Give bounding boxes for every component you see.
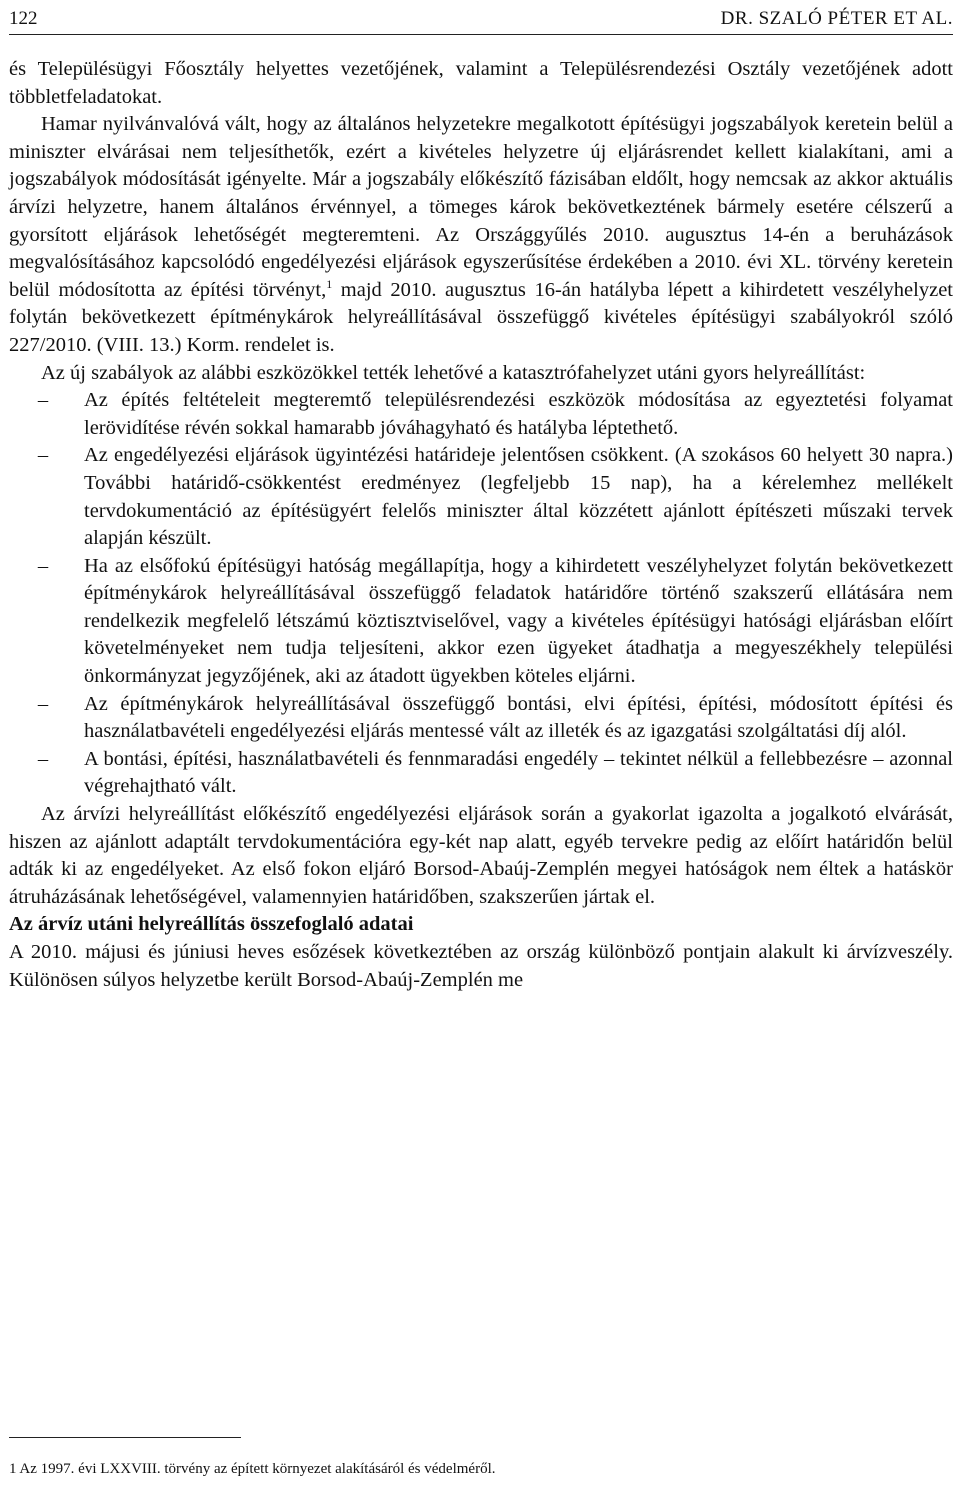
section-heading: Az árvíz utáni helyreállítás összefoglaló adatai <box>9 913 414 936</box>
running-head-authors: DR. SZALÓ PÉTER ET AL. <box>720 8 953 29</box>
dash-bullet: – <box>37 747 49 770</box>
document-page <box>9 0 953 1485</box>
paragraph-practice: Az árvízi helyreállítást előkészítő engedélyezési eljárások során a gyakorlat igazolta a jogalkotó elvárását, hiszen az ajánlott adaptált tervdokumentációra egy-két nap alatt, egyéb tervekre pedig az előírt határidőn belül adták ki az engedélyeket. Az első fokon eljáró Borsod-Abaúj-Zemplén megyei hatóságok nem éltek a hatáskör átruházásának lehetőségével, valamennyien határidőben, szakszerűen jártak el. <box>9 803 953 908</box>
list-item <box>9 553 953 691</box>
paragraph-text: Hamar nyilvánvalóvá vált, hogy az általános helyzetekre megalkotott építésügyi jogszabályok keretein belül a miniszter elvárásai nem teljesíthetők, ezért a kivételes helyzetre új eljárásrendet kellett kialakítani, ami a jogszabályok módosítását igényelte. Már a jogszabály előkészítő fázisában eldőlt, hogy nemcsak az akkor aktuális árvízi helyzetre, hanem általános érvénnyel, a tömeges károk bekövetkeztének bármely esetére célszerű a gyorsított eljárások lehetőségét megteremteni. Az Országgyűlés 2010. augusztus 14-én a beruházások megvalósításához kapcsolódó engedélyezési eljárások egyszerűsítése érdekében a 2010. évi XL. törvény keretein belül módosította az építési törvényt, <box>9 113 953 301</box>
dash-list <box>9 387 953 801</box>
running-header <box>9 4 953 35</box>
list-item-text: A bontási, építési, használatbavételi és fennmaradási engedély – tekintet nélkül a fellebbezésre – azonnal végrehajtható vált. <box>84 747 953 798</box>
list-item <box>9 387 953 442</box>
list-item <box>9 746 953 801</box>
list-item-text: Az építés feltételeit megteremtő településrendezési eszközök módosítása az egyeztetési folyamat lerövidítése révén sokkal hamarabb jóváhagyható és hatályba léptethető. <box>84 389 953 439</box>
paragraph-list-intro: Az új szabályok az alábbi eszközökkel tették lehetővé a katasztrófahelyzet utáni gyors helyreállítást: <box>41 361 866 384</box>
footnote: 1 Az 1997. évi LXXVIII. törvény az épített környezet alakításáról és védelméről. <box>9 1461 496 1477</box>
dash-bullet: – <box>37 389 49 412</box>
list-item <box>9 691 953 746</box>
list-item-text: Az engedélyezési eljárások ügyintézési határideje jelentősen csökkent. (A szokásos 60 helyett 30 napra.) További határidő-csökkentést eredményez (legfeljebb 15 nap), ha a kérelemhez mellékelt tervdokumentáció az építésügyért felelős miniszter által közzétett ajánlott építészeti műszaki tervek alapján készült. <box>84 444 953 550</box>
footnote-divider <box>9 1437 241 1438</box>
dash-bullet: – <box>37 554 49 577</box>
dash-bullet: – <box>37 444 49 467</box>
dash-bullet: – <box>37 692 49 715</box>
paragraph-legal-changes <box>9 111 953 359</box>
footnote-reference[interactable]: 1 <box>326 276 333 291</box>
page-number: 122 <box>9 8 38 29</box>
list-item-text: Az építménykárok helyreállításával összefüggő bontási, elvi építési, építési, módosított építési és használatbavételi engedélyezési eljárás mentessé vált az illeték és az igazgatási szolgáltatási díj alól. <box>84 692 953 743</box>
list-item <box>9 442 953 552</box>
body-text <box>9 56 953 994</box>
paragraph-flood-summary: A 2010. májusi és júniusi heves esőzések következtében az ország különböző pontjain alakult ki árvízveszély. Különösen súlyos helyzetbe került Borsod-Abaúj-Zemplén me <box>9 941 953 991</box>
list-item-text: Ha az elsőfokú építésügyi hatóság megállapítja, hogy a kihirdetett veszélyhelyzet folytán bekövetkezett építménykárok helyreállításával összefüggő feladatok határidőre történő szakszerű ellátására nem rendelkezik megfelelő létszámú köztisztviselővel, vagy a kivételes építésügyi hatósági eljárásban előírt követelményeket nem tudja teljesíteni, akkor ezen ügyeket átadhatja a megyeszékhely települési önkormányzat jegyzőjének, aki az átadott ügyekben köteles eljárni. <box>84 554 953 688</box>
paragraph-text: majd 2010. augusztus 16-án hatályba lépett a kihirdetett veszélyhelyzet folytán bekövetkezett építménykárok helyreállításával összefüggő kivételes építésügyi szabályokról szóló 227/2010. (VIII. 13.) Korm. rendelet is. <box>9 278 953 356</box>
paragraph-continuation: és Településügyi Főosztály helyettes vezetőjének, valamint a Településrendezési Osztály vezetőjének adott többletfeladatokat. <box>9 58 953 108</box>
